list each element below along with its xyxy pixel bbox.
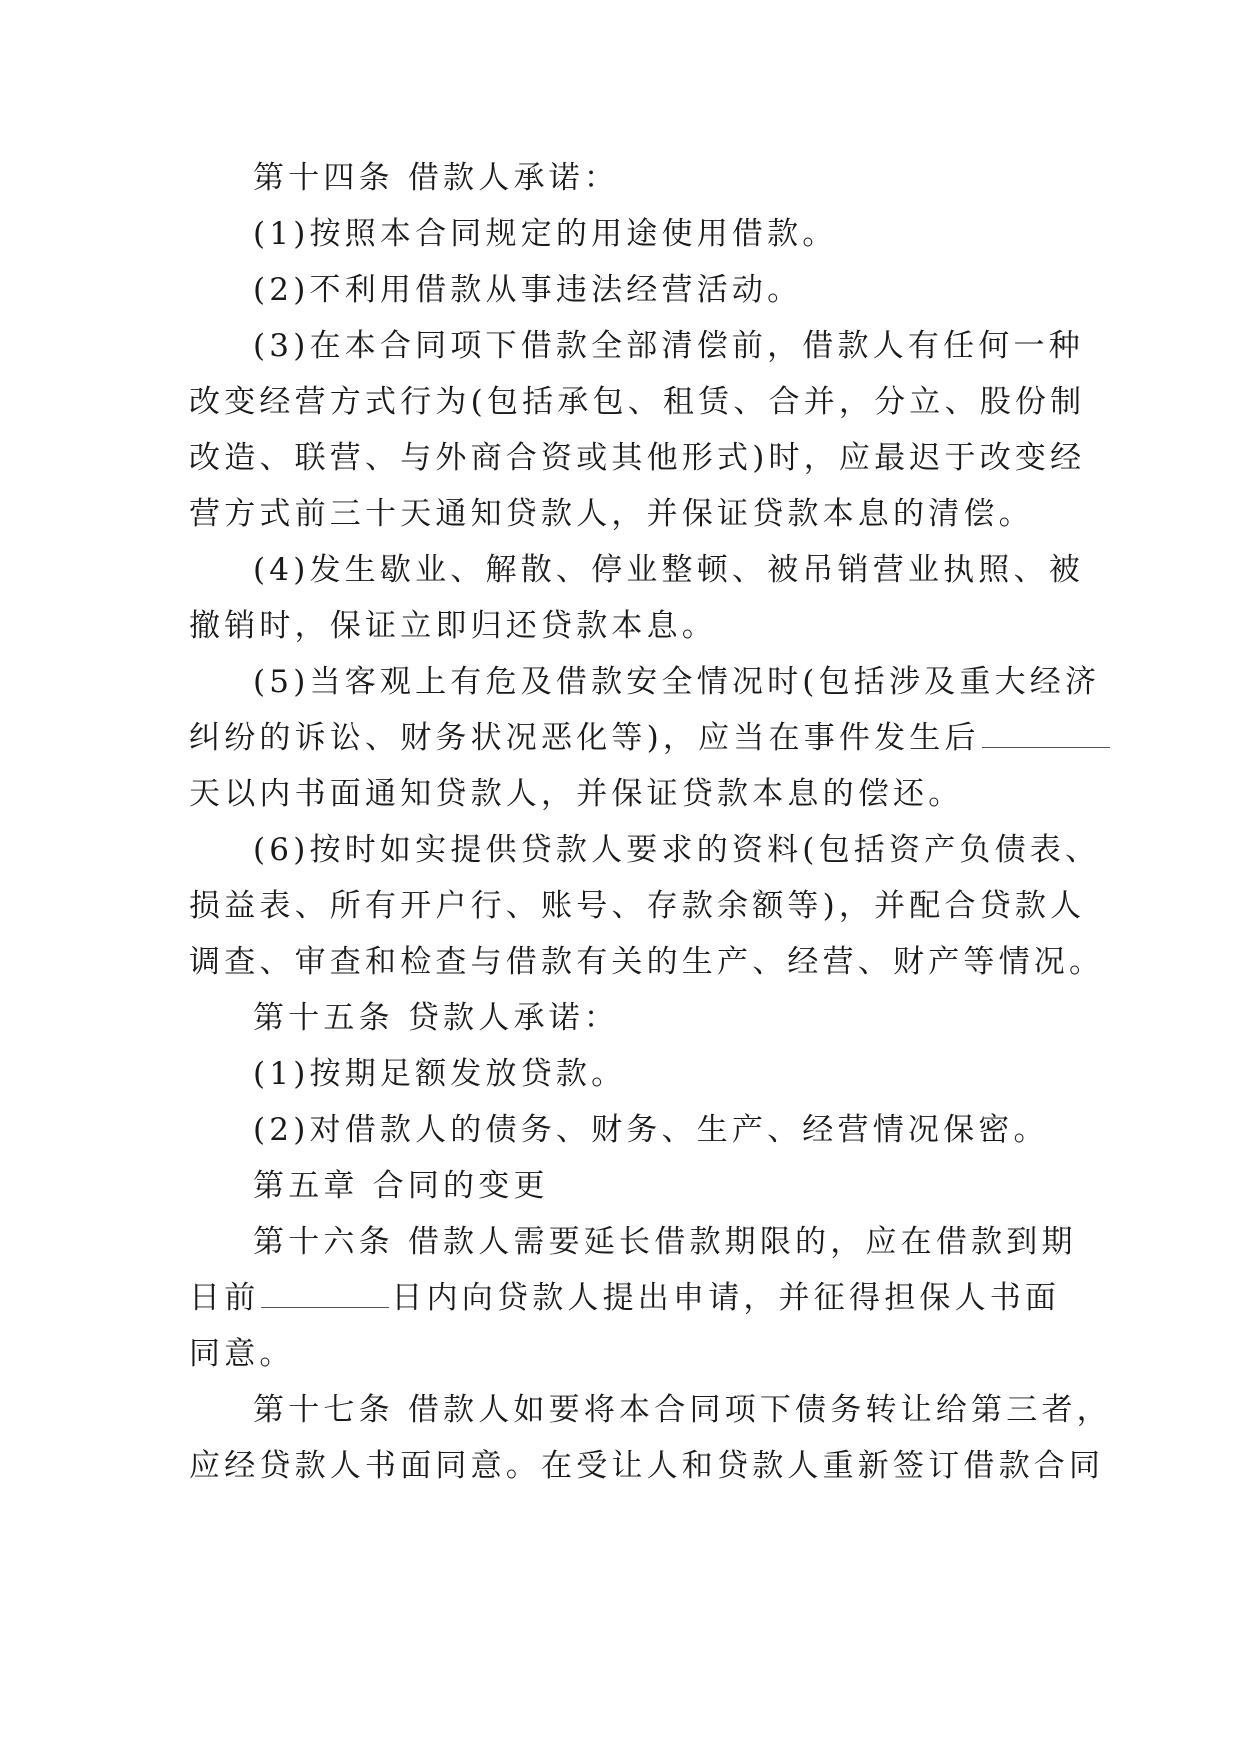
article-14-item-6-line-2: 损益表、所有开户行、账号、存款余额等)，并配合贷款人 [189,888,1086,924]
article-14-item-2: (2)不利用借款从事违法经营活动。 [253,272,803,308]
article-16-text-before-blank: 日前 [189,1280,260,1316]
article-14-item-5-text: 纠纷的诉讼、财务状况恶化等)，应当在事件发生后 [189,720,980,756]
article-17-line-2: 应经贷款人书面同意。在受让人和贷款人重新签订借款合同 [189,1448,1105,1484]
article-14-item-3-line-2: 改变经营方式行为(包括承包、租赁、合并，分立、股份制 [189,384,1086,420]
article-15-heading: 第十五条 贷款人承诺： [253,1000,620,1036]
article-16-line-2 [189,1278,1060,1318]
article-16-text-after-blank: 日内向贷款人提出申请，并征得担保人书面 [391,1280,1061,1316]
article-14-item-3-line-4: 营方式前三十天通知贷款人，并保证贷款本息的清偿。 [189,496,1034,532]
article-14-item-4-line-1: (4)发生歇业、解散、停业整顿、被吊销营业执照、被 [253,552,1084,588]
fill-blank-days-before-due [261,1281,389,1308]
article-16-line-3: 同意。 [189,1336,295,1372]
article-14-item-1: (1)按照本合同规定的用途使用借款。 [253,216,838,252]
article-15-item-2: (2)对借款人的债务、财务、生产、经营情况保密。 [253,1112,1049,1148]
article-14-item-4-line-2: 撤销时，保证立即归还贷款本息。 [189,608,717,644]
article-14-item-5-line-3: 天以内书面通知贷款人，并保证贷款本息的偿还。 [189,776,964,812]
article-14-item-5-line-2 [189,718,1112,758]
article-15-item-1: (1)按期足额发放贷款。 [253,1056,627,1092]
fill-blank-days [982,721,1110,748]
article-14-item-6-line-3: 调查、审查和检查与借款有关的生产、经营、财产等情况。 [189,944,1105,980]
article-14-item-3-line-3: 改造、联营、与外商合资或其他形式)时，应最迟于改变经 [189,440,1086,476]
chapter-5-heading: 第五章 合同的变更 [253,1168,549,1204]
article-14-heading: 第十四条 借款人承诺： [253,160,620,196]
article-17-line-1: 第十七条 借款人如要将本合同项下债务转让给第三者， [253,1392,1112,1428]
article-16-line-1: 第十六条 借款人需要延长借款期限的，应在借款到期 [253,1224,1077,1260]
article-14-item-3-line-1: (3)在本合同项下借款全部清偿前，借款人有任何一种 [253,328,1084,364]
article-14-item-5-line-1: (5)当客观上有危及借款安全情况时(包括涉及重大经济 [253,664,1101,700]
article-14-item-6-line-1: (6)按时如实提供贷款人要求的资料(包括资产负债表、 [253,832,1101,868]
